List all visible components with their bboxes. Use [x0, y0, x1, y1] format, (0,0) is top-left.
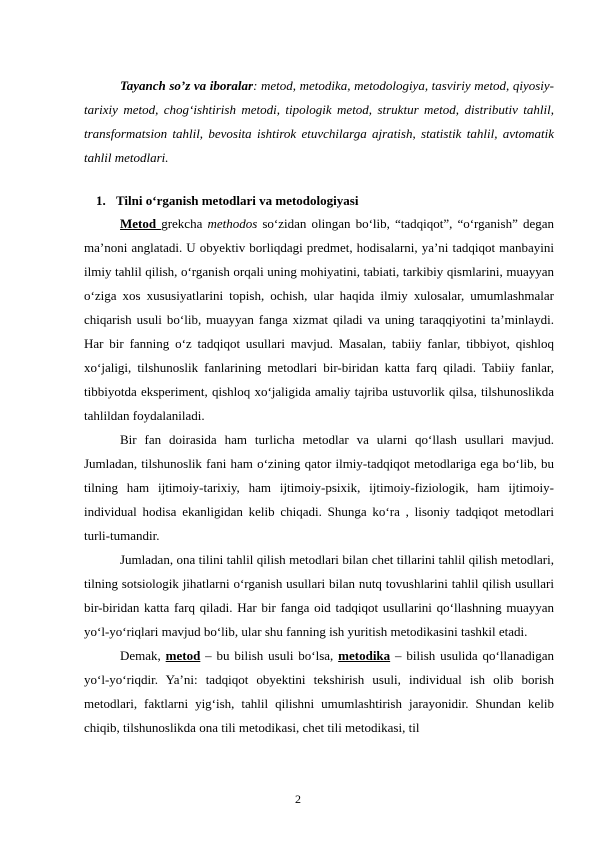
keywords-label: Tayanch so’z va iboralar	[120, 78, 254, 93]
p1-text-b: so‘zidan olingan bo‘lib, “tadqiqot”, “o‘rganish” degan ma’noni anglatadi. U obyektiv borliqdagi predmet, hodisalarni, ya’ni tadqiqot manbayini ilmiy tahlil qilish, o‘rganish orqali uning mohiyatini, tabiati, tarkibiy qismlarini, muayyan o‘ziga xos xususiyatlarini topish, ochish, ular haqida ilmiy xulosalar, umumlashmalar chiqarish usuli bo‘lib, muayyan fanga xizmat qiladi va uning taraqqiyotini ta’minlaydi. Har bir fanning o‘z tadqiqot usullari mavjud. Masalan, tabiiy fanlar, tibbiyot, qishloq xo‘jaligi, tilshunoslik fanlarining metodlari bir-biridan katta farq qiladi. Tabiiy fanlar, tibbiyotda eksperiment, qishloq xo‘jaligida amaliy tajriba ustuvorlik qilsa, tilshunoslikda tahlildan foydalaniladi.	[84, 216, 554, 423]
keywords-text: : metod, metodika, metodologiya, tasviriy metod, qiyosiy-tarixiy metod, chog‘ishtirish metodi, tipologik metod, struktur metod, distributiv tahlil, transformatsion tahlil, bevosita ishtirok etuvchilarga ajratish, statistik tahlil, avtomatik tahlil metodlari.	[84, 78, 554, 165]
paragraph-methods-variety: Bir fan doirasida ham turlicha metodlar va ularni qo‘llash usullari mavjud. Jumladan, tilshunoslik fani ham o‘zining qator ilmiy-tadqiqot metodlariga ega bo‘lib, bu tilning ham ijtimoiy-tarixiy, ham ijtimoiy-psixik, ijtimoiy-fiziologik, ham ijtimoiy-individual hodisa ekanligidan kelib chiqadi. Shunga ko‘ra , lisoniy tadqiqot metodlari turli-tumandir.	[84, 432, 554, 543]
document-page	[84, 74, 554, 740]
p4-text-b: – bu bilish usuli bo‘lsa,	[200, 648, 339, 663]
paragraph-metod-definition	[84, 212, 554, 428]
term-metod: Metod	[120, 216, 162, 231]
p1-text-a: grekcha	[161, 216, 208, 231]
paragraph-methods-comparison: Jumladan, ona tilini tahlil qilish metodlari bilan chet tillarini tahlil qilish metodlari, tilning sotsiologik jihatlarni o‘rganish usullari bilan nutq tovushlarini tahlil qilish usullari bir-biridan katta farq qiladi. Har bir fanga oid tadqiqot usullarini qo‘llashning muayyan yo‘l-yo‘riqlari mavjud bo‘lib, ular shu fanning ish yuritish metodikasini tashkil etadi.	[84, 552, 554, 639]
p4-text-c: – bilish usulida qo‘llanadigan yo‘l-yo‘riqdir. Ya’ni: tadqiqot obyektini tekshirish usuli, individual ish olib borish metodlari, faktlarni yig‘ish, tahlil qilishni umumlashtirish jarayonidir. Shundan kelib chiqib, tilshunoslikda ona tili metodikasi, chet tili metodikasi, til	[84, 648, 554, 735]
term-methodos: methodos	[207, 216, 258, 231]
p4-text-a: Demak,	[120, 648, 166, 663]
section-number: 1.	[96, 193, 106, 208]
section-title: Tilni o‘rganish metodlari va metodologiyasi	[116, 193, 359, 208]
page-number: 2	[295, 792, 301, 806]
term-metodika: metodika	[338, 648, 391, 663]
paragraph-metod-metodika	[84, 644, 554, 740]
section-heading	[84, 190, 554, 212]
keywords-paragraph	[84, 74, 554, 170]
term-metod-2: metod	[165, 648, 201, 663]
